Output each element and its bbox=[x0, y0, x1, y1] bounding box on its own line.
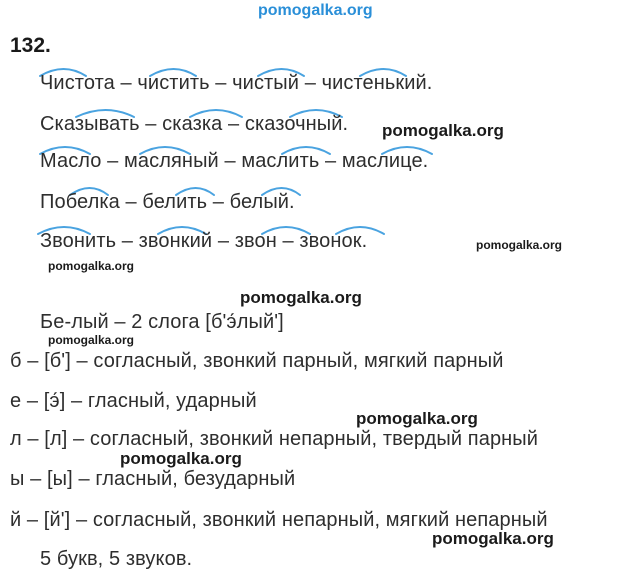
watermark: pomogalka.org bbox=[120, 449, 242, 468]
letter-analysis-line: е – [э́] – гласный, ударный bbox=[10, 390, 257, 412]
syllables-line: Бе-лый – 2 слога [б'э́лый'] bbox=[40, 311, 284, 333]
summary-line: 5 букв, 5 звуков. bbox=[40, 548, 193, 570]
letter-analysis-line: й – [й'] – согласный, звонкий непарный, мягкий непарный bbox=[10, 509, 548, 531]
word-line: Масло – масляный – маслить – маслице. bbox=[40, 150, 429, 172]
letter-analysis-line: ы – [ы] – гласный, безударный bbox=[10, 468, 296, 490]
watermark: pomogalka.org bbox=[382, 121, 504, 140]
word-line: Звонить – звонкий – звон – звонок. bbox=[40, 230, 368, 252]
watermark: pomogalka.org bbox=[476, 238, 563, 252]
letter-analysis-line: б – [б'] – согласный, звонкий парный, мягкий парный bbox=[10, 350, 504, 372]
watermark: pomogalka.org bbox=[240, 288, 362, 307]
word-line: Чистота – чистить – чистый – чистенький. bbox=[40, 72, 433, 94]
watermark: pomogalka.org bbox=[48, 333, 135, 347]
letter-analysis-line: л – [л] – согласный, звонкий непарный, твердый парный bbox=[10, 428, 539, 450]
word-line: Сказывать – сказка – сказочный. bbox=[40, 113, 349, 135]
watermark: pomogalka.org bbox=[356, 409, 478, 428]
watermark: pomogalka.org bbox=[432, 529, 554, 548]
exercise-number: 132. bbox=[10, 34, 51, 57]
word-line: Побелка – белить – белый. bbox=[40, 191, 295, 213]
watermark: pomogalka.org bbox=[48, 259, 135, 273]
watermark-top: pomogalka.org bbox=[258, 2, 373, 19]
